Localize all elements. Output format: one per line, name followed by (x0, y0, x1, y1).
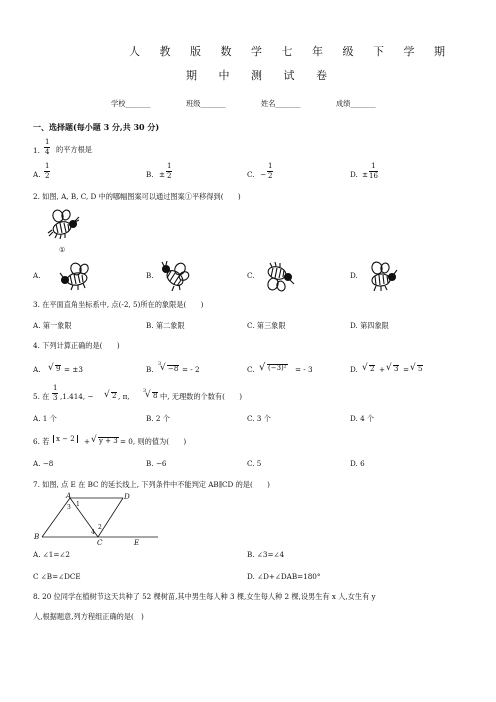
q5-radicand: 2 (112, 392, 117, 400)
angle-label-3: 3 (67, 504, 71, 511)
q4-option-d-eq: = (403, 365, 410, 374)
q5-frac-num: 1 (53, 384, 58, 392)
name-field: 姓名_______ (261, 99, 301, 108)
bee-figure-a (60, 262, 94, 292)
q1-frac-den: 4 (45, 148, 50, 156)
q2-option-c-letter: C. (247, 271, 255, 280)
q7-option-c: C ∠B=∠DCE (33, 572, 81, 581)
q4-stem: 4. 下列计算正确的是( ) (33, 341, 120, 350)
q4-option-d-radicand-1: 2 (370, 365, 375, 373)
angle-label-1: 1 (76, 501, 80, 508)
q5-option-b: B. 2 个 (146, 414, 170, 423)
q5-stem-end: 中, 无理数的个数有( ) (160, 392, 243, 401)
q1-option-d-num: 1 (369, 163, 378, 172)
q5-option-c: C. 3 个 (247, 414, 271, 423)
q4-option-b-index: 3 (158, 361, 162, 367)
class-field: 班级_______ (186, 99, 226, 108)
exam-title: 人 教 版 数 学 七 年 级 下 学 期 (129, 45, 453, 58)
q4-option-a-letter: A. (33, 365, 41, 374)
sqrt-symbol: √ (259, 362, 266, 373)
q5-number: 5. 在 (33, 392, 50, 401)
q2-stem: 2. 如图, A, B, C, D 中的哪幅图案可以通过图案①平移得到( ) (33, 192, 241, 201)
q1-stem: 的平方根是 (56, 145, 92, 154)
figure-label-b: B (34, 532, 40, 541)
q1-option-d-letter: D. (350, 170, 358, 179)
q4-option-d-plus: + (379, 365, 386, 374)
q4-option-d-radicand-2: 3 (394, 365, 399, 373)
q1-option-a-fraction (44, 163, 50, 180)
q1-fraction (44, 139, 50, 156)
q4-option-c-letter: C. (247, 365, 255, 374)
sqrt-symbol: √ (160, 363, 166, 373)
q1-option-c-letter: C. (247, 170, 255, 179)
q1-option-c-num: 1 (268, 162, 273, 170)
sqrt-symbol: √ (386, 363, 392, 373)
q4-option-a-radicand: 9 (56, 365, 61, 373)
angle-label-2: 2 (98, 524, 102, 531)
q6-stem-end: = 0, 则的值为( ) (120, 437, 187, 446)
q3-option-a: A. 第一象限 (33, 321, 72, 330)
q4-option-b-rest: = - 2 (182, 365, 200, 374)
q1-option-b-sign: ± (159, 170, 166, 179)
q1-option-a-den: 2 (45, 172, 50, 180)
q6-plus: + (84, 437, 91, 446)
q1-option-b-den: 2 (167, 172, 172, 180)
q6-option-b: B. −6 (146, 459, 167, 468)
sqrt-symbol: √ (362, 363, 368, 373)
q6-option-a: A. −8 (33, 459, 54, 468)
q1-option-a-letter: A. (33, 170, 41, 179)
q7-stem: 7. 如图, 点 E 在 BC 的延长线上, 下列条件中不能判定 AB∥CD 的是( ) (33, 480, 270, 489)
section-heading: 一、选择题(每小题 3 分,共 30 分) (33, 122, 160, 132)
q1-option-d-den: 16 (369, 172, 378, 180)
q3-stem: 3. 在平面直角坐标系中, 点(-2, 5)所在的象限是( ) (33, 300, 204, 309)
sqrt-symbol: √ (91, 435, 97, 445)
q3-option-d: D. 第四象限 (350, 321, 389, 330)
bee-figure-d (364, 260, 398, 294)
q8-line1: 8. 20 位同学在植树节这天共种了 52 棵树苗,其中男生每人种 3 棵,女生每人种 2 棵,设男生有 x 人,女生有 y (33, 592, 376, 601)
q5-list-part1: ,1.414, − (60, 392, 94, 401)
q1-option-c-sign: − (260, 170, 267, 179)
q2-option-b-letter: B. (146, 271, 154, 280)
q5-list-part2: , π, (118, 392, 130, 401)
q5-radicand-2: 8 (153, 392, 158, 400)
q4-option-b-radicand: −8 (168, 365, 179, 373)
q4-option-c-radicand: (−3)² (268, 364, 287, 372)
q4-option-a-rest: = ±3 (64, 365, 83, 374)
bee-figure-original (46, 208, 80, 244)
q2-option-d-letter: D. (350, 271, 358, 280)
q1-option-d-sign: ± (362, 170, 369, 179)
q1-frac-num: 1 (45, 138, 50, 146)
q2-option-a-letter: A. (33, 271, 41, 280)
q4-option-d-radicand-3: 5 (418, 365, 423, 373)
q3-option-b: B. 第二象限 (146, 321, 185, 330)
q5-frac-den: 3 (53, 394, 58, 402)
q1-option-a-num: 1 (45, 162, 50, 170)
q1-option-b-letter: B. (146, 170, 154, 179)
q6-absolute-value: x − 2 (53, 435, 78, 443)
q6-radicand: y + 3 (99, 437, 118, 445)
angle-label-4: 4 (91, 529, 95, 536)
bee-figure-c (261, 260, 295, 294)
q6-option-d: D. 6 (350, 459, 365, 468)
q5-fraction (52, 385, 58, 402)
q1-option-c-fraction (267, 163, 273, 180)
q1-option-d-fraction (369, 163, 378, 180)
q1-option-c-den: 2 (268, 172, 273, 180)
q8-line2: 人,根据题意,列方程组正确的是( ) (33, 612, 144, 621)
q5-option-d: D. 4 个 (350, 414, 375, 423)
figure-label-e: E (134, 538, 140, 547)
q6-option-c: C. 5 (247, 459, 262, 468)
q1-option-b-num: 1 (167, 162, 172, 170)
figure-label-d: D (124, 492, 130, 501)
bee-figure-b (160, 260, 194, 294)
q4-option-b-letter: B. (146, 365, 154, 374)
sqrt-symbol: √ (104, 390, 110, 400)
sqrt-symbol: √ (410, 363, 416, 373)
parallelogram-figure (40, 492, 160, 547)
q7-option-a: A. ∠1=∠2 (33, 550, 70, 559)
q1-number: 1. (33, 146, 40, 155)
q5-root-index: 3 (143, 388, 147, 394)
q7-option-b: B. ∠3=∠4 (247, 550, 285, 559)
sqrt-symbol: √ (145, 390, 151, 400)
sqrt-symbol: √ (48, 363, 54, 373)
q1-option-b-fraction (166, 163, 172, 180)
q6-number: 6. 若 (33, 437, 50, 446)
figure-label-c: C (97, 538, 103, 547)
score-field: 成绩_______ (336, 99, 376, 108)
exam-subtitle: 期 中 测 试 卷 (186, 69, 336, 82)
q3-option-c: C. 第三象限 (247, 321, 286, 330)
school-field: 学校_______ (111, 99, 151, 108)
q2-figure-label: ① (59, 245, 66, 254)
q7-option-d: D. ∠D+∠DAB=180° (247, 572, 321, 581)
q4-option-c-rest: = - 3 (295, 365, 313, 374)
q4-option-d-letter: D. (350, 365, 358, 374)
q5-option-a: A. 1 个 (33, 414, 57, 423)
figure-label-a: A (66, 491, 72, 500)
